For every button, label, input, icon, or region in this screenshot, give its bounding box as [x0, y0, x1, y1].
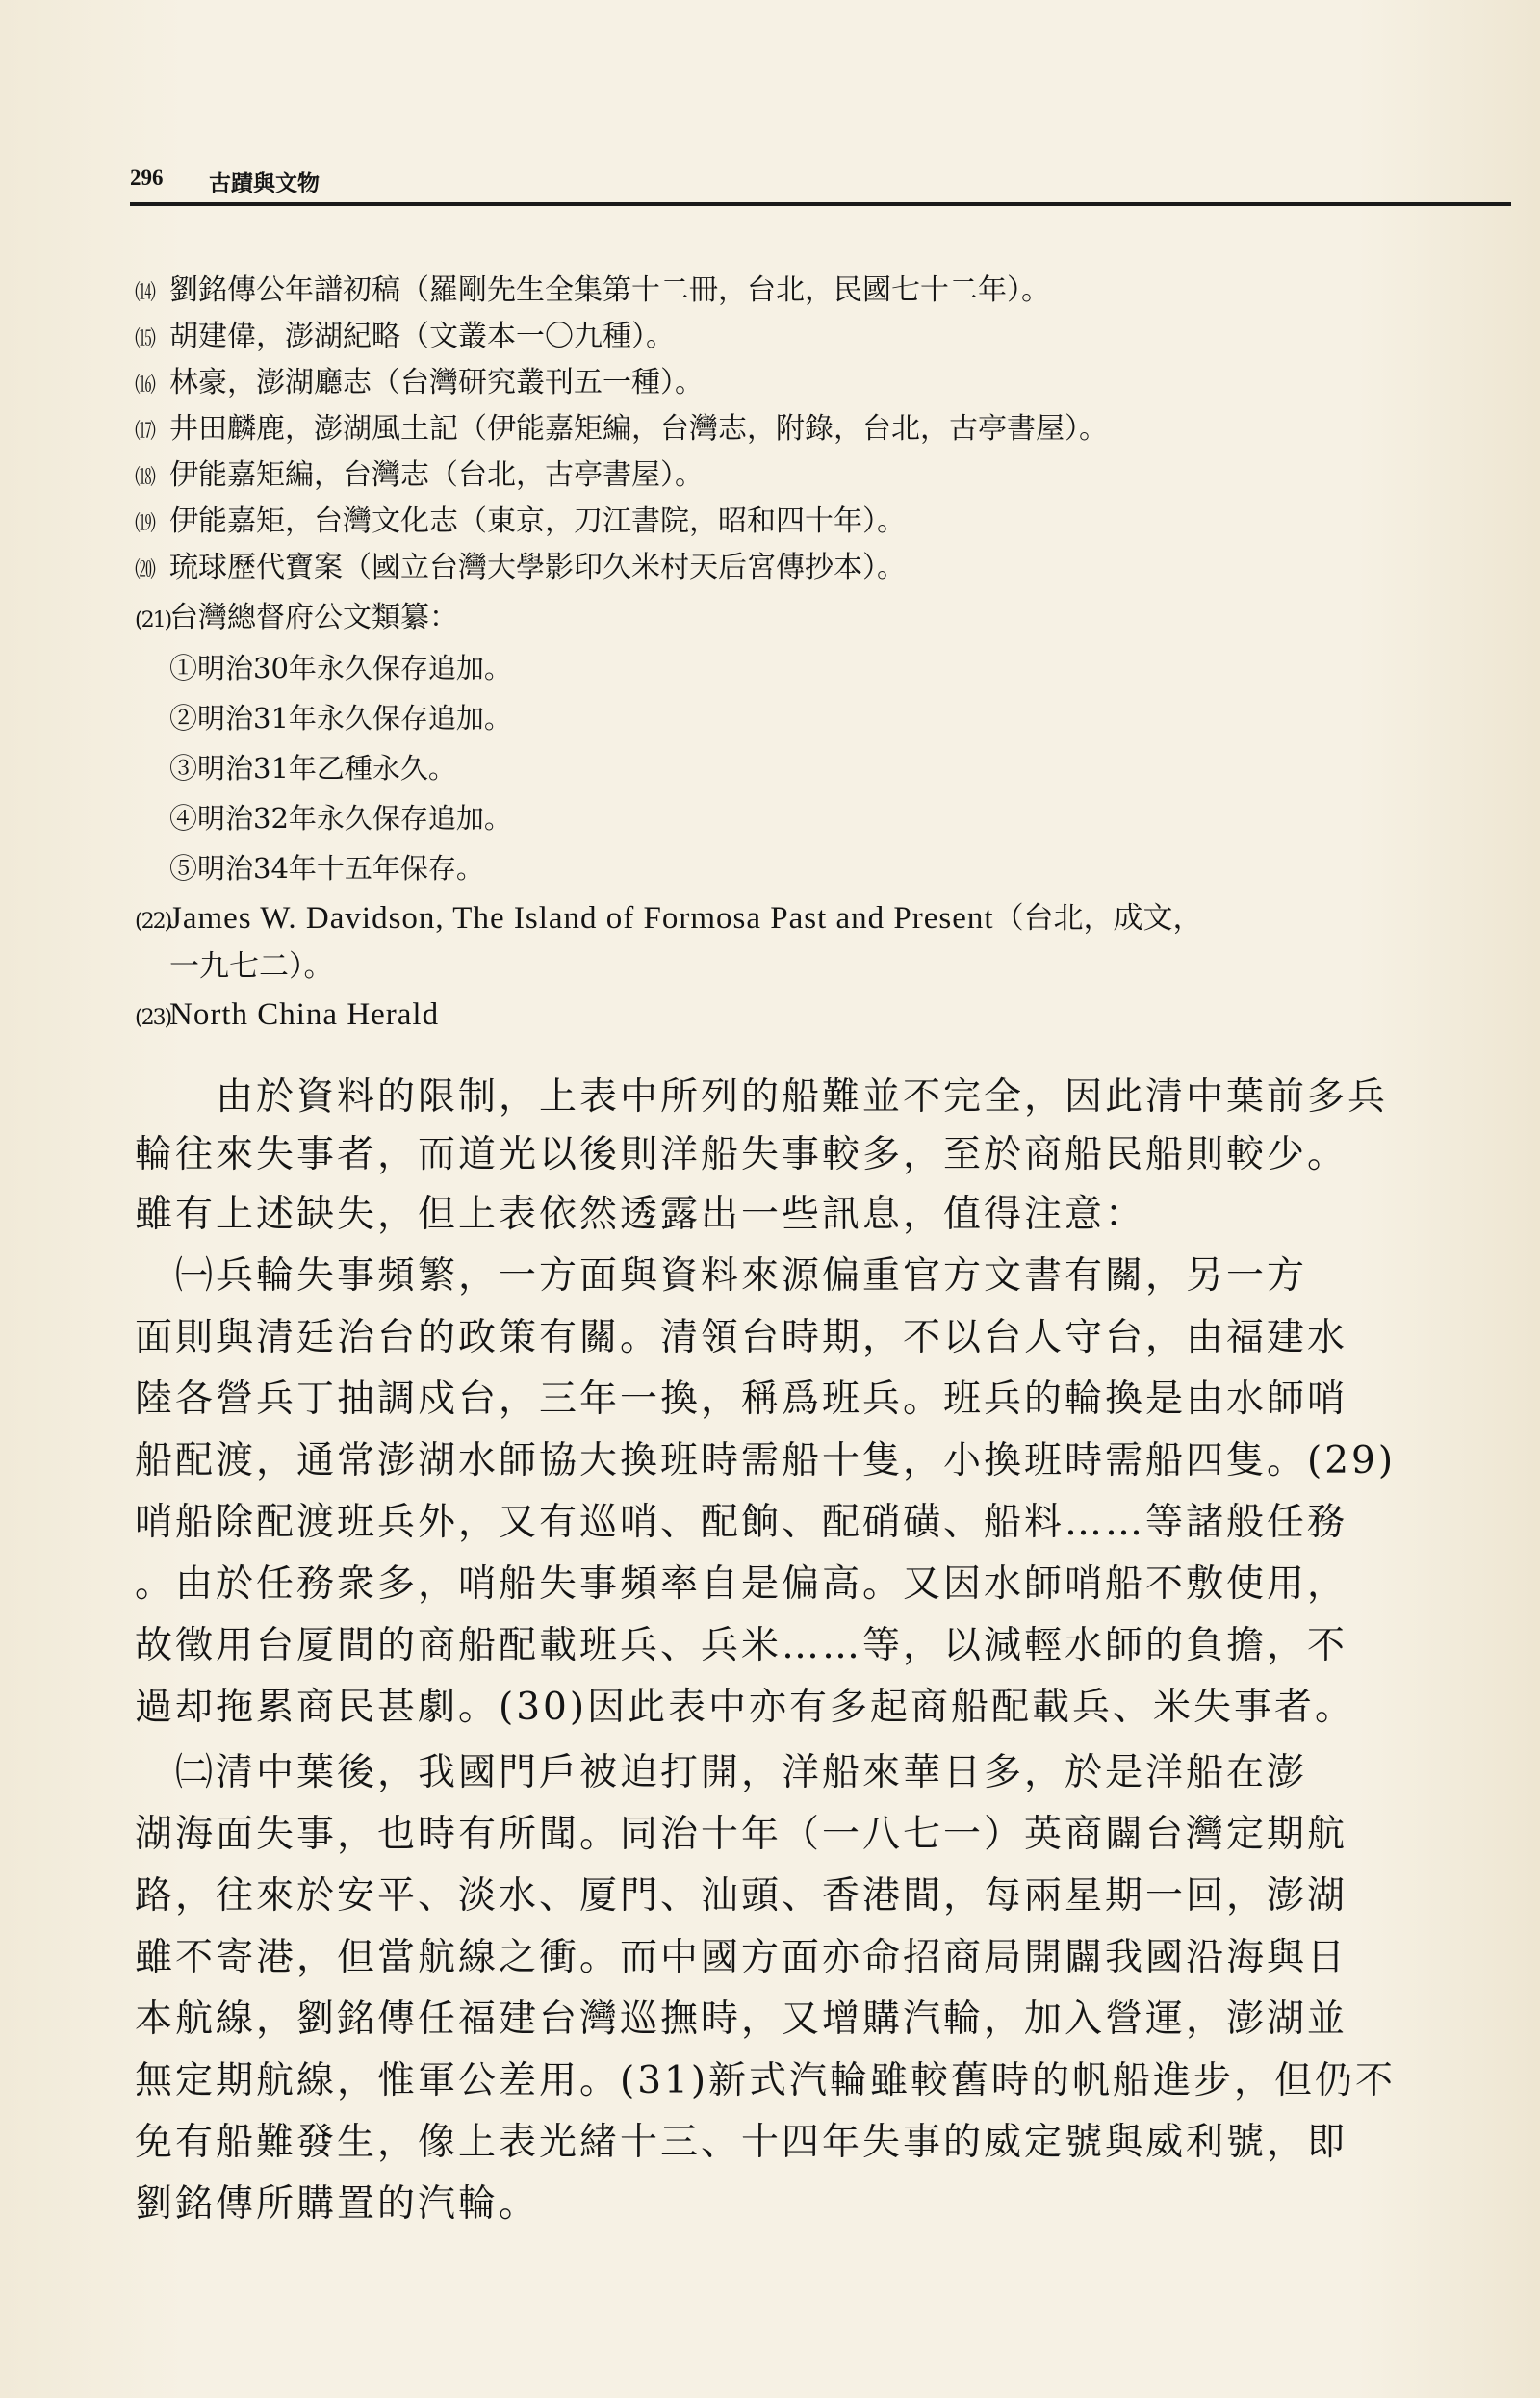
page-number: 296	[130, 166, 164, 190]
reference-publisher: （台北，成文，	[993, 901, 1203, 936]
reference-item	[135, 504, 906, 542]
page-header	[130, 162, 1511, 208]
reference-number: (23)	[135, 1006, 171, 1030]
reference-text: 伊能嘉矩編，台灣志（台北，古亭書屋）。	[169, 458, 704, 492]
reference-number: ⒃	[135, 374, 155, 398]
reference-number: (22)	[135, 910, 171, 934]
body-line: 劉銘傳所購置的汽輪。	[135, 2182, 540, 2226]
sub-item: ④明治32年永久保存追加。	[169, 802, 512, 835]
body-line: 湖海面失事，也時有所聞。同治十年（一八七一）英商闢台灣定期航	[135, 1813, 1348, 1856]
sub-item: ⑤明治34年十五年保存。	[169, 852, 484, 885]
body-line: 。由於任務衆多，哨船失事頻率自是偏高。又因水師哨船不敷使用，	[135, 1562, 1348, 1606]
reference-text: 琉球歷代寶案（國立台灣大學影印久米村天后宮傳抄本）。	[169, 551, 906, 584]
reference-latin-title: North China Herald	[169, 997, 440, 1032]
reference-item	[135, 412, 1108, 450]
body-line: 哨船除配渡班兵外，又有巡哨、配餉、配硝磺、船料……等諸般任務	[135, 1501, 1348, 1544]
header-rule	[130, 202, 1511, 206]
reference-number: ⒂	[135, 327, 155, 351]
body-line: ㈡清中葉後，我國門戶被迫打開，洋船來華日多，於是洋船在澎	[135, 1751, 1308, 1794]
reference-number: ⒅	[135, 466, 155, 490]
running-title: 古蹟與文物	[209, 170, 320, 196]
reference-text: 劉銘傳公年譜初稿（羅剛先生全集第十二冊，台北，民國七十二年）。	[169, 273, 1050, 307]
reference-item	[135, 320, 675, 357]
body-line: 本航線，劉銘傳任福建台灣巡撫時，又增購汽輪，加入營運，澎湖並	[135, 1998, 1348, 2041]
reference-item	[135, 601, 458, 638]
body-line: 陸各營兵丁抽調戍台，三年一換，稱爲班兵。班兵的輪換是由水師哨	[135, 1378, 1348, 1421]
reference-number: ⒆	[135, 512, 155, 536]
body-line: 故徵用台厦間的商船配載班兵、兵米……等，以減輕水師的負擔，不	[135, 1624, 1348, 1667]
body-line: 面則與清廷治台的政策有關。清領台時期，不以台人守台，由福建水	[135, 1316, 1348, 1359]
body-line: 路，往來於安平、淡水、厦門、汕頭、香港間，每兩星期一回，澎湖	[135, 1874, 1348, 1918]
sub-item: ①明治30年永久保存追加。	[169, 652, 512, 684]
body-line: 由於資料的限制，上表中所列的船難並不完全，因此清中葉前多兵	[135, 1075, 1389, 1119]
reference-latin-title: James W. Davidson, The Island of Formosa Past and Present	[169, 901, 994, 936]
body-line: 輪往來失事者，而道光以後則洋船失事較多，至於商船民船則較少。	[135, 1133, 1348, 1176]
body-line: ㈠兵輪失事頻繁，一方面與資料來源偏重官方文書有關，另一方	[135, 1254, 1308, 1298]
reference-item	[135, 273, 1050, 311]
reference-item	[135, 458, 704, 496]
reference-text: 井田麟鹿，澎湖風土記（伊能嘉矩編，台灣志，附錄，台北，古亭書屋）。	[169, 412, 1108, 446]
reference-number: ⒇	[135, 558, 155, 582]
sub-item: ③明治31年乙種永久。	[169, 752, 456, 785]
reference-text: 伊能嘉矩，台灣文化志（東京，刀江書院，昭和四十年）。	[169, 504, 906, 538]
reference-item	[135, 366, 704, 403]
reference-item-herald	[135, 995, 439, 1038]
reference-number: (21)	[135, 608, 171, 632]
body-line: 船配渡，通常澎湖水師協大換班時需船十隻，小換班時需船四隻。(29)	[135, 1439, 1397, 1483]
reference-text: 林豪，澎湖廳志（台灣研究叢刊五一種）。	[169, 366, 704, 400]
reference-text: 台灣總督府公文類纂：	[169, 601, 458, 634]
reference-continuation: 一九七二）。	[169, 949, 334, 984]
reference-item-davidson	[135, 899, 1203, 941]
body-line: 雖有上述缺失，但上表依然透露出一些訊息，值得注意：	[135, 1193, 1146, 1236]
reference-number: ⒁	[135, 281, 155, 305]
body-line: 無定期航線，惟軍公差用。(31)新式汽輪雖較舊時的帆船進步，但仍不	[135, 2059, 1397, 2102]
reference-item	[135, 551, 906, 588]
reference-text: 胡建偉，澎湖紀略（文叢本一〇九種）。	[169, 320, 675, 353]
reference-number: ⒄	[135, 420, 155, 444]
body-line: 過却拖累商民甚劇。(30)因此表中亦有多起商船配載兵、米失事者。	[135, 1686, 1356, 1729]
body-line: 雖不寄港，但當航線之衝。而中國方面亦命招商局開闢我國沿海與日	[135, 1936, 1348, 1979]
body-line: 免有船難發生，像上表光緒十三、十四年失事的威定號與威利號，即	[135, 2121, 1348, 2164]
sub-item: ②明治31年永久保存追加。	[169, 702, 512, 735]
